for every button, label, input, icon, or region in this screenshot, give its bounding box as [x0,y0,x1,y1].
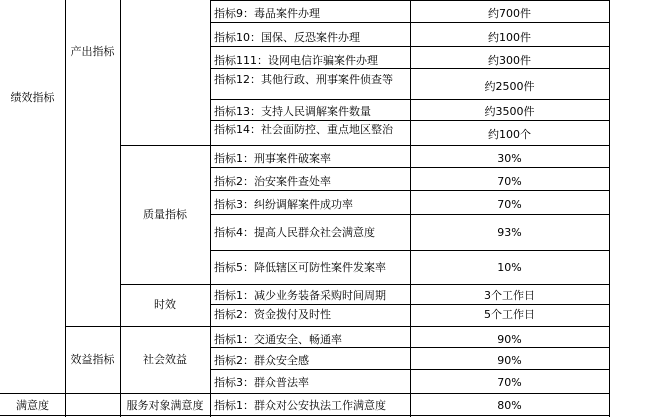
value-cell[interactable]: 90% [497,354,522,367]
value-cell[interactable]: 10% [497,261,522,274]
indicator-cell[interactable]: 指标1：刑事案件破案率 [214,152,331,165]
indicator-cell[interactable]: 指标1：群众对公安执法工作满意度 [214,399,386,412]
indicator-cell[interactable]: 指标9：毒品案件办理 [214,7,320,20]
grid-line [210,250,610,251]
indicator-cell[interactable]: 指标2：治安案件查处率 [214,175,331,188]
grid-line [210,0,211,417]
grid-line [210,46,610,47]
value-cell[interactable]: 约2500件 [484,80,535,93]
level1-performance-indicators[interactable]: 绩效指标 [10,91,55,104]
level3-social-benefit[interactable]: 社会效益 [143,353,187,366]
indicator-cell[interactable]: 指标12：其他行政、刑事案件侦查等 [214,74,393,86]
grid-line [210,68,610,69]
indicator-cell[interactable]: 指标10：国保、反恐案件办理 [214,31,360,44]
indicator-cell[interactable]: 指标3：纠纷调解案件成功率 [214,198,353,211]
grid-line [210,304,610,305]
grid-line [120,284,610,285]
indicator-cell[interactable]: 指标5：降低辖区可防性案件发案率 [214,261,386,274]
indicator-cell[interactable]: 指标1：交通安全、畅通率 [214,333,342,346]
indicator-cell[interactable]: 指标111：设网电信诈骗案件办理 [214,54,378,67]
level2-output-indicators[interactable]: 产出指标 [70,45,115,58]
value-cell[interactable]: 3个工作日 [484,289,535,302]
grid-line [210,167,610,168]
value-cell[interactable]: 30% [497,152,522,165]
value-cell[interactable]: 约100件 [488,31,531,44]
indicator-cell[interactable]: 指标4：提高人民群众社会满意度 [214,226,375,239]
grid-line [210,120,610,121]
value-cell[interactable]: 80% [497,399,522,412]
grid-line [65,0,66,417]
grid-line [0,393,610,394]
indicator-cell[interactable]: 指标1：减少业务装备采购时间周期 [214,289,386,302]
grid-line [210,99,610,100]
value-cell[interactable]: 约700件 [488,7,531,20]
grid-line [120,145,610,146]
grid-line [210,0,610,1]
grid-line [210,190,610,191]
grid-line [0,415,610,416]
value-cell[interactable]: 90% [497,333,522,346]
indicator-cell[interactable]: 指标2：资金拨付及时性 [214,308,331,321]
indicator-cell[interactable]: 指标14：社会面防控、重点地区整治 [214,124,393,136]
grid-line [120,0,121,417]
indicator-cell[interactable]: 指标2：群众安全感 [214,354,309,367]
value-cell[interactable]: 约3500件 [484,105,535,118]
level3-quality-indicators[interactable]: 质量指标 [143,208,187,221]
value-cell[interactable]: 70% [497,175,522,188]
grid-line [210,347,610,348]
grid-line [210,369,610,370]
value-cell[interactable]: 70% [497,376,522,389]
indicator-cell[interactable]: 指标3：群众普法率 [214,376,309,389]
value-cell[interactable]: 约100个 [488,128,531,141]
level3-timeliness[interactable]: 时效 [154,298,176,311]
level2-service-satisfaction[interactable]: 服务对象满意度 [126,399,204,412]
level2-benefit-indicators[interactable]: 效益指标 [70,353,115,366]
level1-satisfaction[interactable]: 满意度 [16,399,49,412]
grid-line [410,0,411,417]
grid-line [65,326,610,327]
value-cell[interactable]: 5个工作日 [484,308,535,321]
grid-line [609,0,610,417]
value-cell[interactable]: 约300件 [488,54,531,67]
grid-line [210,214,610,215]
value-cell[interactable]: 93% [497,226,522,239]
grid-line [210,22,610,23]
value-cell[interactable]: 70% [497,198,522,211]
indicator-cell[interactable]: 指标13：支持人民调解案件数量 [214,105,371,118]
